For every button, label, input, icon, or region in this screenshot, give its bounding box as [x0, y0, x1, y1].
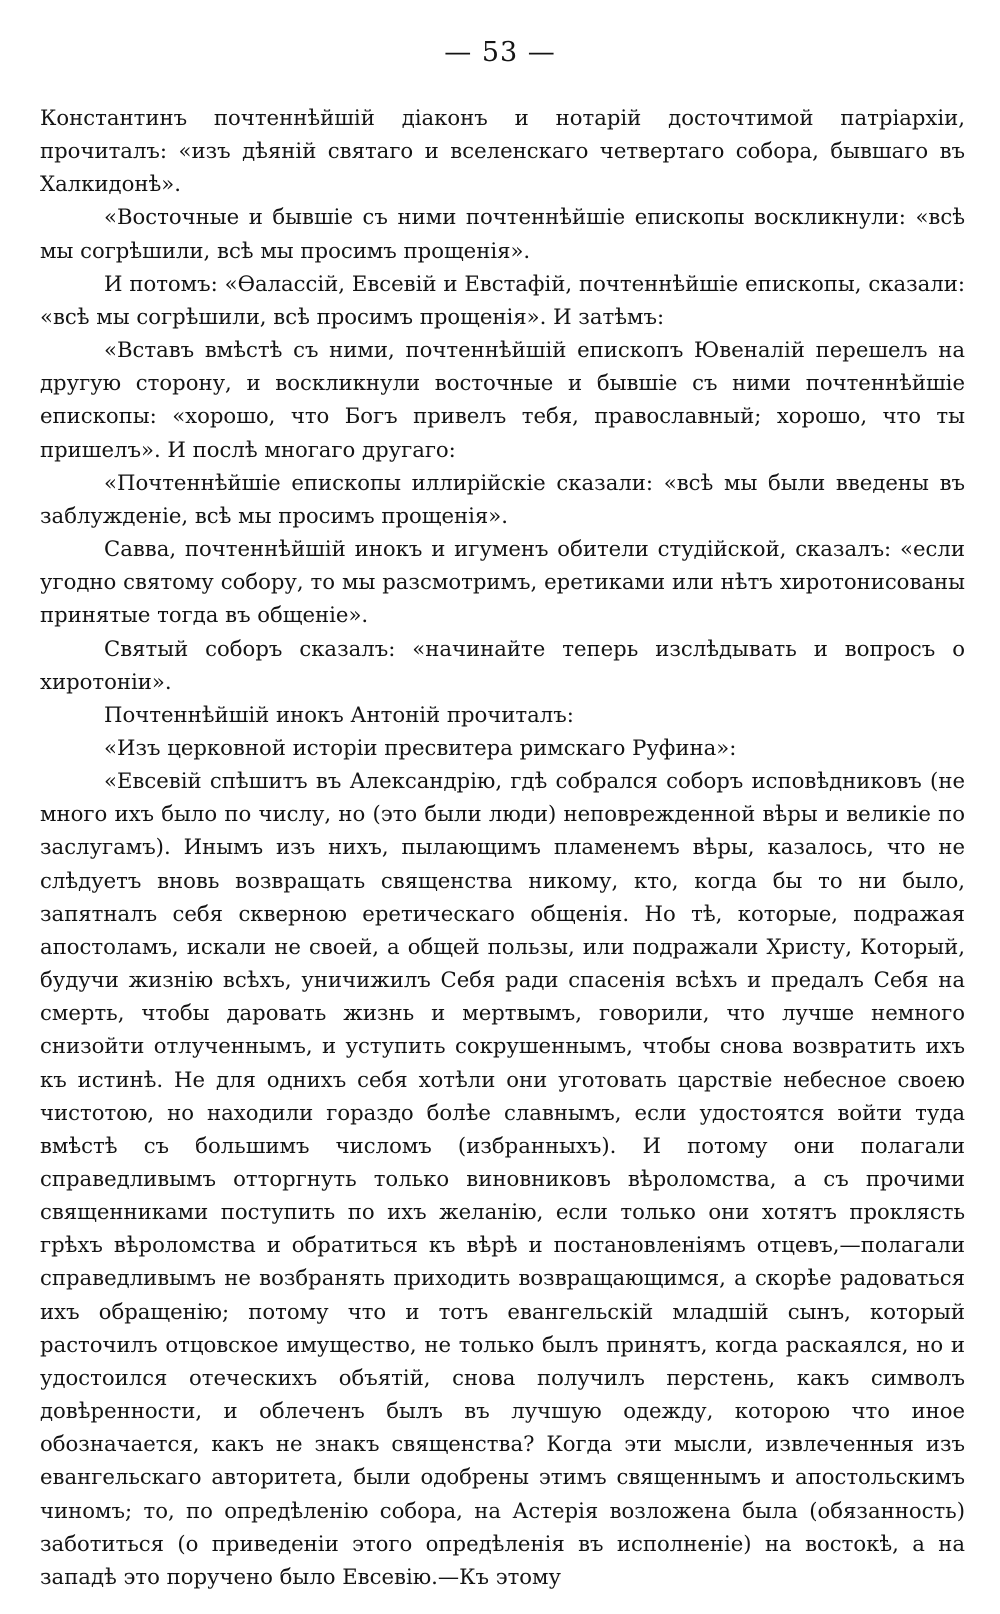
paragraph-holy-council: Святый соборъ сказалъ: «начинайте теперь изслѣдывать и вопросъ о хиротоніи».: [40, 635, 965, 694]
paragraph-rufinus-title: «Изъ церковной исторіи пресвитера римскаго Руфина»:: [104, 734, 737, 760]
body-text: [40, 101, 965, 1593]
paragraph-eastern-bishops: «Восточные и бывшіе съ ними почтеннѣйшіе епископы воскликнули: «всѣ мы согрѣшили, всѣ мы просимъ прощенія».: [40, 204, 965, 263]
paragraph-constantine: Константинъ почтеннѣйшій діаконъ и нотарій досточтимой патріархіи, прочиталъ: «изъ дѣяній святаго и вселенскаго четвертаго собора, бывшаго въ Халкидонѣ».: [40, 105, 965, 197]
paragraph-illyrian-bishops: «Почтеннѣйшіе епископы иллирійскіе сказали: «всѣ мы были введены въ заблужденіе, всѣ мы просимъ прощенія».: [40, 469, 965, 528]
paragraph-eusebius: «Евсевій спѣшитъ въ Александрію, гдѣ собрался соборъ исповѣдниковъ (не много ихъ было по числу, но (это были люди) неповрежденной вѣры и великіе по заслугамъ). Инымъ изъ нихъ, пылающимъ пламенемъ вѣры, казалось, что не слѣдуетъ вновь возвращать священства никому, кто, когда бы то ни было, запятналъ себя скверною еретическаго общенія. Но тѣ, которые, подражая апостоламъ, искали не своей, а общей пользы, или подражали Христу, Который, будучи жизнію всѣхъ, уничижилъ Себя ради спасенія всѣхъ и предалъ Себя на смерть, чтобы даровать жизнь и мертвымъ, говорили, что лучше немного снизойти отлученнымъ, и уступить сокрушеннымъ, чтобы снова возвратить ихъ къ истинѣ. Не для однихъ себя хотѣли они уготовать царствіе небесное своею чистотою, но находили гораздо болѣе славнымъ, если удостоятся войти туда вмѣстѣ съ большимъ числомъ (избранныхъ). И потому они полагали справедливымъ отторгнуть только виновниковъ вѣроломства, а съ прочими священниками поступить по ихъ желанію, если только они хотятъ проклясть грѣхъ вѣроломства и обратиться къ вѣрѣ и постановленіямъ отцевъ,—полагали справедливымъ не возбранять приходить возвращающимся, а скорѣе радоваться ихъ обращенію; потому что и тотъ евангельскій младшій сынъ, который расточилъ отцовское имущество, не только былъ принятъ, когда раскаялся, но и удостоился отеческихъ объятій, снова получилъ перстень, какъ символъ довѣренности, и облеченъ былъ въ лучшую одежду, которою что иное обозначается, какъ не знакъ священства? Когда эти мысли, извлеченныя изъ евангельскаго авторитета, были одобрены этимъ священнымъ и апостольскимъ чиномъ; то, по опредѣленію собора, на Астерія возложена была (обязанность) заботиться (о приведеніи этого опредѣленія въ исполненіе) на востокѣ, а на западѣ это поручено было Евсевію.—Къ этому: [40, 768, 965, 1589]
paragraph-sabbas: Савва, почтеннѣйшій инокъ и игуменъ обители студійской, сказалъ: «если угодно святому собору, то мы разсмотримъ, еретиками или нѣтъ хиротонисованы принятые тогда въ общеніе».: [40, 536, 965, 628]
page-number: — 53 —: [444, 37, 556, 68]
paragraph-thalassius: И потомъ: «Өалассій, Евсевій и Евстафій, почтеннѣйшіе епископы, сказали: «всѣ мы согрѣшили, всѣ просимъ прощенія». И затѣмъ:: [40, 270, 965, 329]
paragraph-anthony: Почтеннѣйшій инокъ Антоній прочиталъ:: [104, 701, 574, 727]
paragraph-juvenal: «Вставъ вмѣстѣ съ ними, почтеннѣйшій епископъ Ювеналій перешелъ на другую сторону, и воскликнули восточные и бывшіе съ ними почтеннѣйшіе епископы: «хорошо, что Богъ привелъ тебя, православный; хорошо, что ты пришелъ». И послѣ многаго другаго:: [40, 337, 965, 462]
